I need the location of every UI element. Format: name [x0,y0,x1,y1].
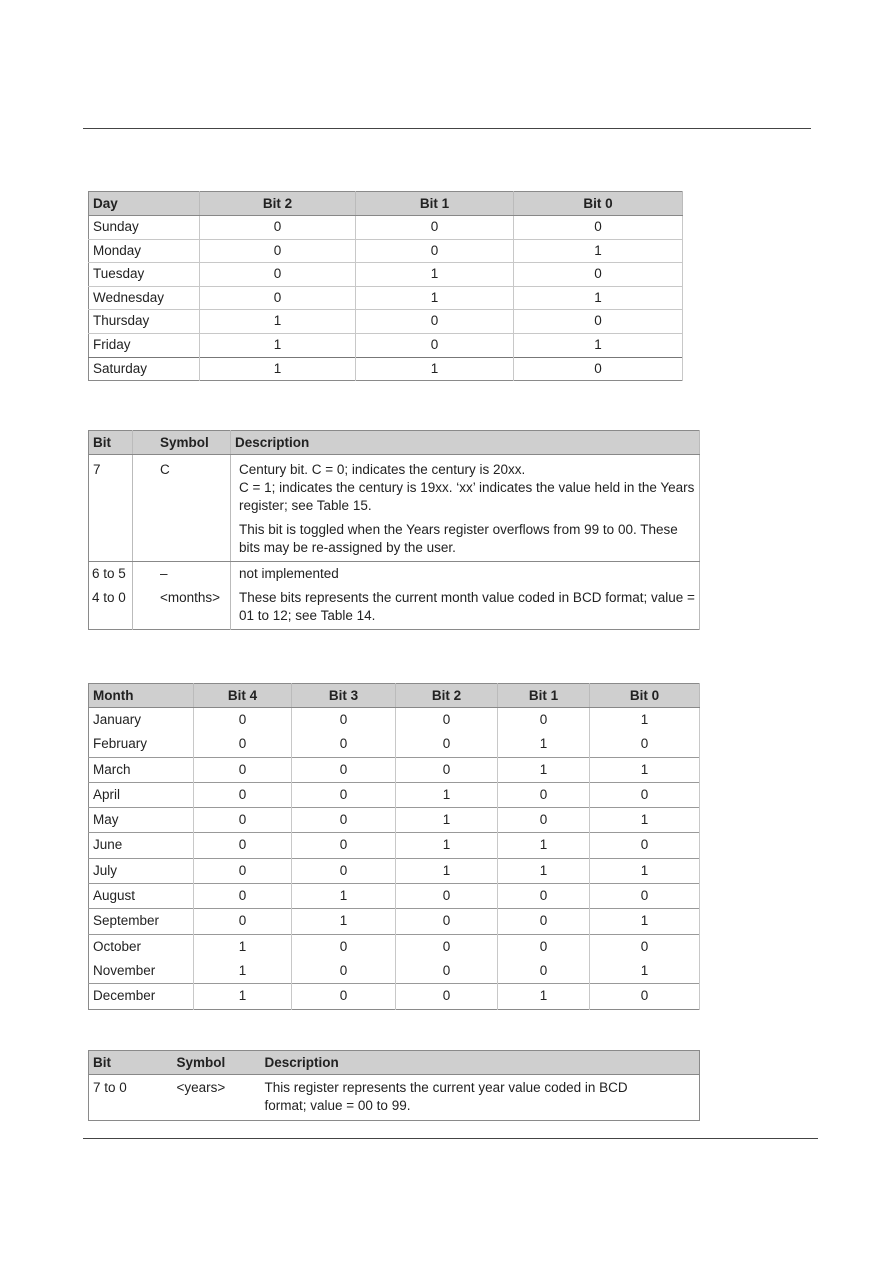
symbol-text: – [160,566,168,581]
bit-cell: 1 [200,357,356,381]
bit-cell: 0 [396,984,498,1009]
bit-cell: 0 [396,732,498,757]
table-header-row [89,431,700,455]
bit-cell: 1 [356,286,514,310]
table-row [89,782,700,807]
footer-rule [83,1138,818,1139]
bit-cell: 7 [89,455,133,562]
month-cell: November [89,959,194,984]
column-header: Symbol [133,431,231,455]
bit-cell: 1 [356,357,514,381]
bit-cell: 1 [396,782,498,807]
bit-cell: 1 [498,732,590,757]
bit-cell: 0 [396,757,498,782]
table-row [89,708,700,733]
bit-cell: 0 [498,934,590,959]
bit-cell: 0 [590,934,700,959]
bit-cell: 0 [396,708,498,733]
bit-range: 6 to 5 [92,566,126,581]
bit-cell: 0 [194,833,292,858]
bit-cell: 1 [396,808,498,833]
bit-cell: 1 [498,833,590,858]
bit-cell: 1 [194,984,292,1009]
bit-cell: 0 [498,884,590,909]
day-cell: Wednesday [89,286,200,310]
bit-cell: 1 [590,959,700,984]
table-row [89,934,700,959]
column-header: Bit 2 [396,684,498,708]
bit-cell: 0 [194,732,292,757]
bit-cell: 0 [292,708,396,733]
table-row [89,984,700,1009]
bit-cell: 7 to 0 [93,1080,127,1095]
month-cell: August [89,884,194,909]
month-cell: January [89,708,194,733]
month-cell: May [89,808,194,833]
day-encoding-table [88,191,683,381]
table-row [89,808,700,833]
column-header: Bit 0 [514,192,683,216]
bit-cell: 0 [396,959,498,984]
bit-cell: 0 [292,984,396,1009]
month-cell: December [89,984,194,1009]
bit-cell: 0 [200,216,356,240]
table-row [89,310,683,334]
bit-cell: 1 [194,959,292,984]
table-row [89,884,700,909]
day-cell: Monday [89,239,200,263]
day-cell: Friday [89,333,200,357]
header-rule [83,128,811,129]
bit-cell: 1 [514,239,683,263]
symbol-text: <months> [160,590,221,605]
bit-cell: 1 [292,909,396,934]
bit-range: 4 to 0 [92,590,126,605]
description-text: Century bit. C = 0; indicates the century is 20xx. [239,462,526,477]
table-header-row [89,684,700,708]
bit-cell: 0 [194,708,292,733]
bit-cell: 0 [194,909,292,934]
table-row [89,959,700,984]
bit-cell: 0 [590,732,700,757]
description-text: This bit is toggled when the Years register overflows from 99 to 00. These bits may be re-assigned by the user. [239,522,678,555]
bit-cell: 0 [498,909,590,934]
bit-cell: 0 [396,909,498,934]
table-row [89,333,683,357]
column-header: Description [261,1051,700,1075]
table-header-row [89,1051,700,1075]
day-cell: Saturday [89,357,200,381]
bit-cell: 0 [292,833,396,858]
table-row [89,263,683,287]
column-header: Bit 3 [292,684,396,708]
bit-cell: 0 [200,263,356,287]
bit-cell: 0 [200,239,356,263]
symbol-cell [133,562,231,630]
bit-cell: 1 [194,934,292,959]
bit-cell: 0 [514,216,683,240]
bit-cell: 0 [590,984,700,1009]
month-cell: February [89,732,194,757]
table-row [89,562,700,630]
bit-cell: 1 [590,808,700,833]
bit-cell: 1 [514,286,683,310]
bit-cell: 1 [200,333,356,357]
bit-cell: 0 [514,357,683,381]
bit-cell: 0 [590,782,700,807]
bit-cell: 0 [292,732,396,757]
bit-cell: 0 [396,884,498,909]
table-row [89,239,683,263]
bit-cell: 1 [514,333,683,357]
table-row [89,732,700,757]
century-months-register-table [88,430,700,630]
table-row [89,858,700,883]
table-row [89,357,683,381]
bit-cell: 1 [590,909,700,934]
bit-cell: 0 [396,934,498,959]
day-cell: Sunday [89,216,200,240]
bit-cell: 0 [194,884,292,909]
bit-cell: 0 [292,757,396,782]
bit-cell: 1 [590,757,700,782]
description-cell [231,562,700,630]
bit-cell: 0 [292,934,396,959]
bit-cell: 0 [590,833,700,858]
table-row [89,286,683,310]
column-header: Bit [89,431,133,455]
table-header-row [89,192,683,216]
bit-cell: 0 [194,808,292,833]
column-header: Day [89,192,200,216]
day-cell: Tuesday [89,263,200,287]
bit-cell: 0 [292,782,396,807]
table-row [89,757,700,782]
month-cell: July [89,858,194,883]
description-cell: This register represents the current year value coded in BCD format; value = 00 to 99. [264,1080,628,1113]
description-text: These bits represents the current month value coded in BCD format; value = 01 to 12; see Table 14. [239,590,695,623]
bit-cell: 0 [514,263,683,287]
table-row [89,909,700,934]
bit-cell: 1 [396,858,498,883]
bit-cell: 0 [292,959,396,984]
bit-cell: 1 [396,833,498,858]
column-header: Description [231,431,700,455]
column-header: Bit 1 [498,684,590,708]
symbol-cell: <years> [176,1080,226,1095]
description-text: not implemented [239,566,339,581]
bit-cell: 0 [356,216,514,240]
bit-cell: 0 [498,959,590,984]
bit-cell: 1 [200,310,356,334]
bit-cell: 0 [200,286,356,310]
column-header: Bit 1 [356,192,514,216]
column-header: Month [89,684,194,708]
symbol-cell: C [133,455,231,562]
bit-cell: 0 [498,782,590,807]
bit-cell: 0 [194,757,292,782]
month-cell: October [89,934,194,959]
description-cell [231,455,700,562]
table-row [89,1075,700,1121]
month-encoding-table [88,683,700,1010]
column-header: Symbol [173,1051,261,1075]
bit-cell: 0 [194,858,292,883]
bit-cell: 0 [498,808,590,833]
column-header: Bit [89,1051,173,1075]
bit-cell: 1 [356,263,514,287]
bit-cell: 1 [590,858,700,883]
bit-cell: 0 [356,310,514,334]
bit-cell: 1 [498,757,590,782]
bit-cell: 0 [356,333,514,357]
table-row [89,216,683,240]
column-header: Bit 4 [194,684,292,708]
bit-cell: 0 [194,782,292,807]
column-header: Bit 0 [590,684,700,708]
month-cell: March [89,757,194,782]
day-cell: Thursday [89,310,200,334]
bit-cell: 0 [292,858,396,883]
month-cell: September [89,909,194,934]
bit-cell: 0 [356,239,514,263]
bit-cell: 0 [514,310,683,334]
table-row [89,455,700,562]
bit-cell [89,562,133,630]
description-text: C = 1; indicates the century is 19xx. ‘xx’ indicates the value held in the Years register; see Table 15. [239,480,695,513]
bit-cell: 1 [498,858,590,883]
month-cell: June [89,833,194,858]
bit-cell: 1 [292,884,396,909]
bit-cell: 0 [590,884,700,909]
bit-cell: 0 [498,708,590,733]
bit-cell: 1 [590,708,700,733]
month-cell: April [89,782,194,807]
bit-cell: 0 [292,808,396,833]
bit-cell: 1 [498,984,590,1009]
years-register-table [88,1050,700,1121]
table-row [89,833,700,858]
column-header: Bit 2 [200,192,356,216]
